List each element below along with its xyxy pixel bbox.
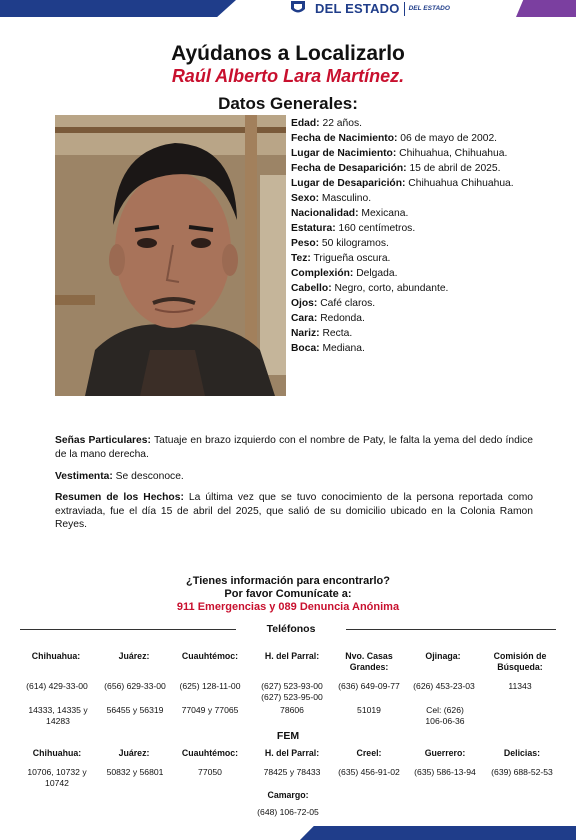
phones-nvo-casas-grandes-2: 51019 <box>357 705 381 715</box>
detail-fecha-desaparicion: Fecha de Desaparición: 15 de abril de 2025. <box>291 163 501 174</box>
missing-person-name: Raúl Alberto Lara Martínez. <box>171 66 405 86</box>
phones-heading: Teléfonos <box>266 623 316 635</box>
fem-chihuahua: 10706, 10732 y 10742 <box>27 767 87 788</box>
fem-delicias: (639) 688-52-53 <box>491 767 553 777</box>
distinguishing-marks: Señas Particulares: Tatuaje en brazo izquierdo con el nombre de Paty, le falta la yema del dedo índice de la mano derecha. <box>55 435 533 460</box>
fem-header-camargo: Camargo: <box>267 790 309 800</box>
fem-header-parral: H. del Parral: <box>264 748 320 758</box>
top-banner <box>0 0 576 17</box>
fem-header-juarez: Juárez: <box>118 748 150 758</box>
phones-juarez-1: (656) 629-33-00 <box>104 681 166 691</box>
info-question: ¿Tienes información para encontrarlo? <box>186 575 390 587</box>
detail-tez: Tez: Trigueña oscura. <box>291 253 391 264</box>
logo-divider <box>404 2 405 16</box>
state-shield-icon <box>285 0 311 17</box>
fem-camargo: (648) 106-72-05 <box>257 807 319 817</box>
fem-parral: 78425 y 78433 <box>263 767 321 777</box>
detail-fecha-nacimiento: Fecha de Nacimiento: 06 de mayo de 2002. <box>291 133 498 144</box>
phones-header-chihuahua: Chihuahua: <box>31 651 81 661</box>
detail-boca: Boca: Mediana. <box>291 343 365 354</box>
divider-left <box>20 629 236 630</box>
fem-cuauhtemoc: 77050 <box>198 767 222 777</box>
fem-creel: (635) 456-91-02 <box>338 767 400 777</box>
page-title: Ayúdanos a Localizarlo <box>171 42 405 65</box>
phones-parral-1: (627) 523-93-00 (627) 523-95-00 <box>261 681 323 702</box>
bottom-banner <box>300 826 576 840</box>
fem-header-guerrero: Guerrero: <box>424 748 466 758</box>
fem-header-creel: Creel: <box>356 748 382 758</box>
detail-ojos: Ojos: Café claros. <box>291 298 376 309</box>
logo-subtext: DEL ESTADO <box>408 5 450 12</box>
detail-estatura: Estatura: 160 centímetros. <box>291 223 416 234</box>
phones-comision-1: 11343 <box>508 681 532 691</box>
detail-sexo: Sexo: Masculino. <box>291 193 372 204</box>
detail-lugar-nacimiento: Lugar de Nacimiento: Chihuahua, Chihuahua. <box>291 148 508 159</box>
info-contact: Por favor Comunícate a: <box>224 588 352 600</box>
phones-header-nvo-casas-grandes: Nvo. Casas Grandes: <box>345 651 393 672</box>
phones-cuauhtemoc-2: 77049 y 77065 <box>181 705 239 715</box>
detail-nariz: Nariz: Recta. <box>291 328 353 339</box>
fem-heading: FEM <box>276 730 300 742</box>
detail-lugar-desaparicion: Lugar de Desaparición: Chihuahua Chihuahua. <box>291 178 514 189</box>
detail-peso: Peso: 50 kilogramos. <box>291 238 389 249</box>
divider-right <box>346 629 556 630</box>
general-data-heading: Datos Generales: <box>218 94 358 113</box>
phones-header-cuauhtemoc: Cuauhtémoc: <box>181 651 239 661</box>
phones-ojinaga-1: (626) 453-23-03 <box>413 681 475 691</box>
detail-cabello: Cabello: Negro, corto, abundante. <box>291 283 449 294</box>
logo-text: DEL ESTADO <box>315 1 400 16</box>
phones-parral-2: 78606 <box>280 705 304 715</box>
detail-cara: Cara: Redonda. <box>291 313 365 324</box>
fem-juarez: 50832 y 56801 <box>106 767 164 777</box>
emergency-numbers: 911 Emergencias y 089 Denuncia Anónima <box>176 601 400 613</box>
phones-chihuahua-2: 14333, 14335 y 14283 <box>28 705 88 726</box>
phones-header-parral: H. del Parral: <box>264 651 320 661</box>
contact-callout <box>0 575 576 614</box>
phones-chihuahua-1: (614) 429-33-00 <box>26 681 88 691</box>
detail-complexion: Complexión: Delgada. <box>291 268 398 279</box>
phones-header-ojinaga: Ojinaga: <box>425 651 461 661</box>
clothing-info: Vestimenta: Se desconoce. <box>55 471 184 482</box>
phones-nvo-casas-grandes-1: (636) 649-09-77 <box>338 681 400 691</box>
government-logo <box>285 0 450 17</box>
phones-ojinaga-2: Cel: (626) 106-06-36 <box>425 705 465 726</box>
fem-guerrero: (635) 586-13-94 <box>414 767 476 777</box>
phones-juarez-2: 56455 y 56319 <box>106 705 164 715</box>
fem-header-chihuahua: Chihuahua: <box>32 748 82 758</box>
facts-summary: Resumen de los Hechos: La última vez que se tuvo conocimiento de la persona reportada como extraviada, fue el día 15 de abril del 2025, que salió de su domicilio ubicado en la Colonia Ramon Reyes. <box>55 492 533 530</box>
detail-nacionalidad: Nacionalidad: Mexicana. <box>291 208 409 219</box>
missing-person-photo <box>55 115 286 396</box>
detail-edad: Edad: 22 años. <box>291 118 362 129</box>
phones-header-juarez: Juárez: <box>118 651 150 661</box>
banner-blue-stripe <box>0 0 236 17</box>
fem-header-delicias: Delicias: <box>503 748 541 758</box>
general-data-list <box>291 116 523 356</box>
banner-purple-stripe <box>516 0 576 17</box>
person-photo-illustration <box>55 115 286 396</box>
phones-cuauhtemoc-1: (625) 128-11-00 <box>179 681 241 691</box>
phones-header-comision: Comisión de Búsqueda: <box>493 651 547 672</box>
fem-header-cuauhtemoc: Cuauhtémoc: <box>181 748 239 758</box>
